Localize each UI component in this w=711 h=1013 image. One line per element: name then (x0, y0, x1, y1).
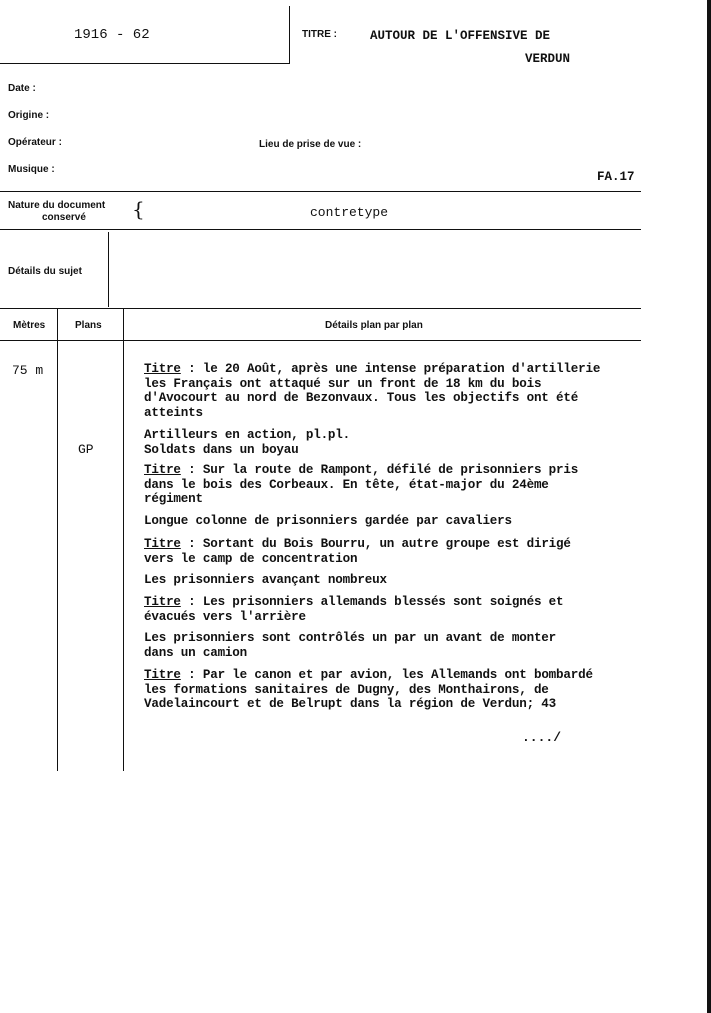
entry-text: : Sur la route de Rampont, défilé de prisonniers pris dans le bois des Corbeaux. En tête, état-major du 24ème régiment (144, 463, 579, 506)
entry-text: Les prisonniers sont contrôlés un par un avant de monter dans un camion (144, 631, 557, 660)
origine-label: Origine : (8, 110, 50, 121)
entry-titre: Titre (144, 362, 181, 376)
header-bottom-rule (0, 63, 290, 64)
nature-top-rule (0, 191, 641, 192)
reference-code: FA.17 (597, 170, 635, 184)
entry-4 (144, 514, 664, 529)
header-divider (289, 6, 290, 64)
entry-3 (144, 463, 664, 507)
table-header-rule (0, 340, 641, 341)
title-label: TITRE : (302, 29, 337, 40)
entry-2 (144, 428, 664, 457)
entry-text: : Sortant du Bois Bourru, un autre groupe est dirigé vers le camp de concentration (144, 537, 571, 566)
continuation-mark: ..../ (522, 730, 562, 745)
table-top-rule (0, 308, 641, 309)
nature-label-line2: conservé (42, 212, 86, 223)
entry-6 (144, 573, 664, 588)
entry-text: Longue colonne de prisonniers gardée par cavaliers (144, 514, 512, 528)
date-label: Date : (8, 83, 36, 94)
plans-value: GP (78, 442, 94, 457)
entry-text: : Les prisonniers allemands blessés sont soignés et évacués vers l'arrière (144, 595, 564, 624)
entry-5 (144, 537, 664, 566)
entry-titre: Titre (144, 537, 181, 551)
nature-value: contretype (310, 205, 389, 220)
col-divider-1 (57, 309, 58, 771)
col-divider-2 (123, 309, 124, 771)
operateur-label: Opérateur : (8, 137, 62, 148)
title-line2: VERDUN (525, 52, 571, 66)
lieu-label: Lieu de prise de vue : (259, 139, 362, 150)
entry-9 (144, 668, 664, 712)
entry-7 (144, 595, 664, 624)
page-edge (707, 0, 711, 1013)
details-sujet-label: Détails du sujet (8, 266, 82, 277)
document-code: 1916 - 62 (74, 27, 150, 43)
nature-brace: { (132, 197, 145, 221)
metres-value: 75 m (12, 363, 44, 378)
entry-titre: Titre (144, 595, 181, 609)
entry-text: Artilleurs en action, pl.pl. Soldats dans un boyau (144, 428, 351, 457)
entry-text: : le 20 Août, après une intense préparation d'artillerie les Français ont attaqué sur un front de 18 km du bois d'Avocourt au nord de Bezonvaux. Tous les objectifs ont été atteints (144, 362, 601, 420)
entry-text: Les prisonniers avançant nombreux (144, 573, 387, 587)
entry-titre: Titre (144, 668, 181, 682)
entry-text: : Par le canon et par avion, les Allemands ont bombardé les formations sanitaires de Dugny, des Monthairons, de Vadelaincourt et de Belrupt dans la région de Verdun; 43 (144, 668, 593, 711)
nature-label-line1: Nature du document (8, 200, 106, 211)
col-plans-header: Plans (75, 320, 102, 331)
musique-label: Musique : (8, 164, 55, 175)
nature-bottom-rule (0, 229, 641, 230)
col-details-header: Détails plan par plan (325, 320, 423, 331)
title-line1: AUTOUR DE L'OFFENSIVE DE (370, 29, 551, 43)
details-sujet-brace (108, 232, 109, 307)
col-metres-header: Mètres (13, 320, 46, 331)
entry-1 (144, 362, 664, 420)
entry-8 (144, 631, 664, 660)
entry-titre: Titre (144, 463, 181, 477)
